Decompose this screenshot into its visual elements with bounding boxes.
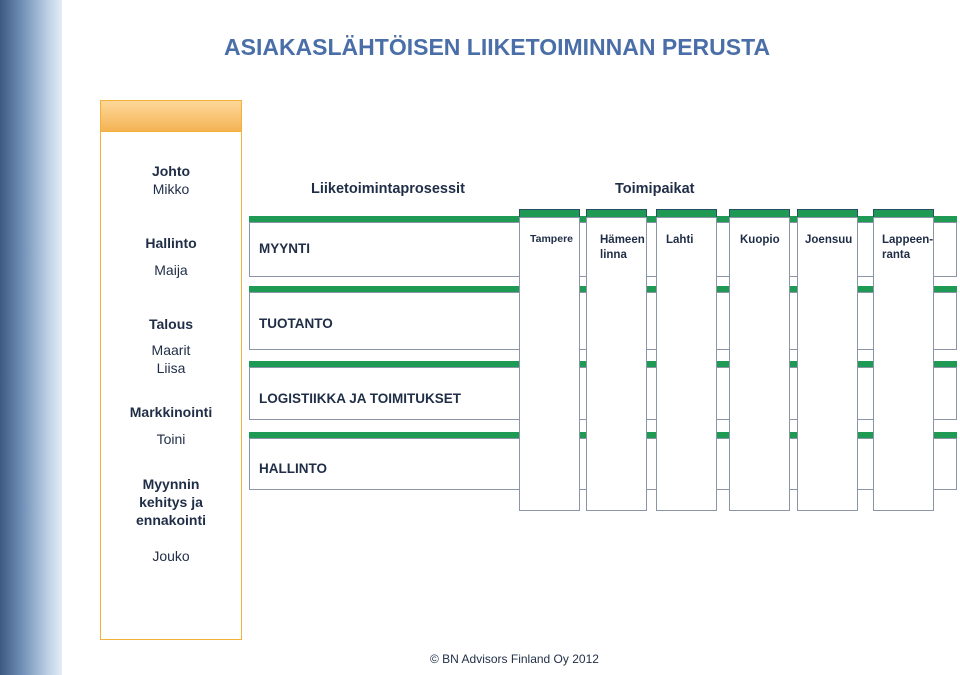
location-column-lahti xyxy=(656,217,717,511)
role-talous: Talous xyxy=(148,316,194,332)
sidebar-gradient-band xyxy=(0,0,62,675)
page-title: ASIAKASLÄHTÖISEN LIIKETOIMINNAN PERUSTA xyxy=(224,34,771,60)
location-label-line: Lappeen- xyxy=(882,234,934,246)
location-label-line: Hämeen xyxy=(600,234,645,246)
process-label: LOGISTIIKKA JA TOIMITUKSET xyxy=(259,391,462,406)
location-label: Lahti xyxy=(666,234,694,246)
person-name: Liisa xyxy=(156,360,186,376)
role-myynnin-kehitys-line: Myynnin xyxy=(142,476,200,492)
person-name: Toini xyxy=(156,431,186,447)
person-name: Jouko xyxy=(152,548,190,564)
location-label-line: ranta xyxy=(882,249,911,261)
process-label: HALLINTO xyxy=(259,461,327,476)
process-label: TUOTANTO xyxy=(259,316,333,331)
role-hallinto: Hallinto xyxy=(145,235,197,251)
organization-panel-header xyxy=(101,101,241,132)
location-label xyxy=(882,233,933,263)
header-processes: Liiketoimintaprosessit xyxy=(311,181,465,197)
location-column-joensuu xyxy=(797,217,858,511)
role-markkinointi: Markkinointi xyxy=(129,404,213,420)
location-label xyxy=(600,233,645,263)
person-name: Mikko xyxy=(152,181,190,197)
process-label: MYYNTI xyxy=(259,241,311,256)
location-label-line: linna xyxy=(600,249,627,261)
person-name: Maija xyxy=(154,262,188,278)
role-johto: Johto xyxy=(151,163,191,179)
role-myynnin-kehitys-line: kehitys ja xyxy=(139,494,203,510)
copyright-footer: © BN Advisors Finland Oy 2012 xyxy=(430,652,599,666)
person-name: Maarit xyxy=(151,342,191,358)
role-myynnin-kehitys-line: ennakointi xyxy=(135,512,206,528)
location-label: Kuopio xyxy=(740,234,780,246)
location-column-tampere xyxy=(519,217,580,511)
header-locations: Toimipaikat xyxy=(615,181,695,197)
location-label: Joensuu xyxy=(805,234,853,246)
location-label: Tampere xyxy=(530,233,573,245)
location-column-kuopio xyxy=(729,217,790,511)
title-tab-decoration xyxy=(62,22,68,82)
